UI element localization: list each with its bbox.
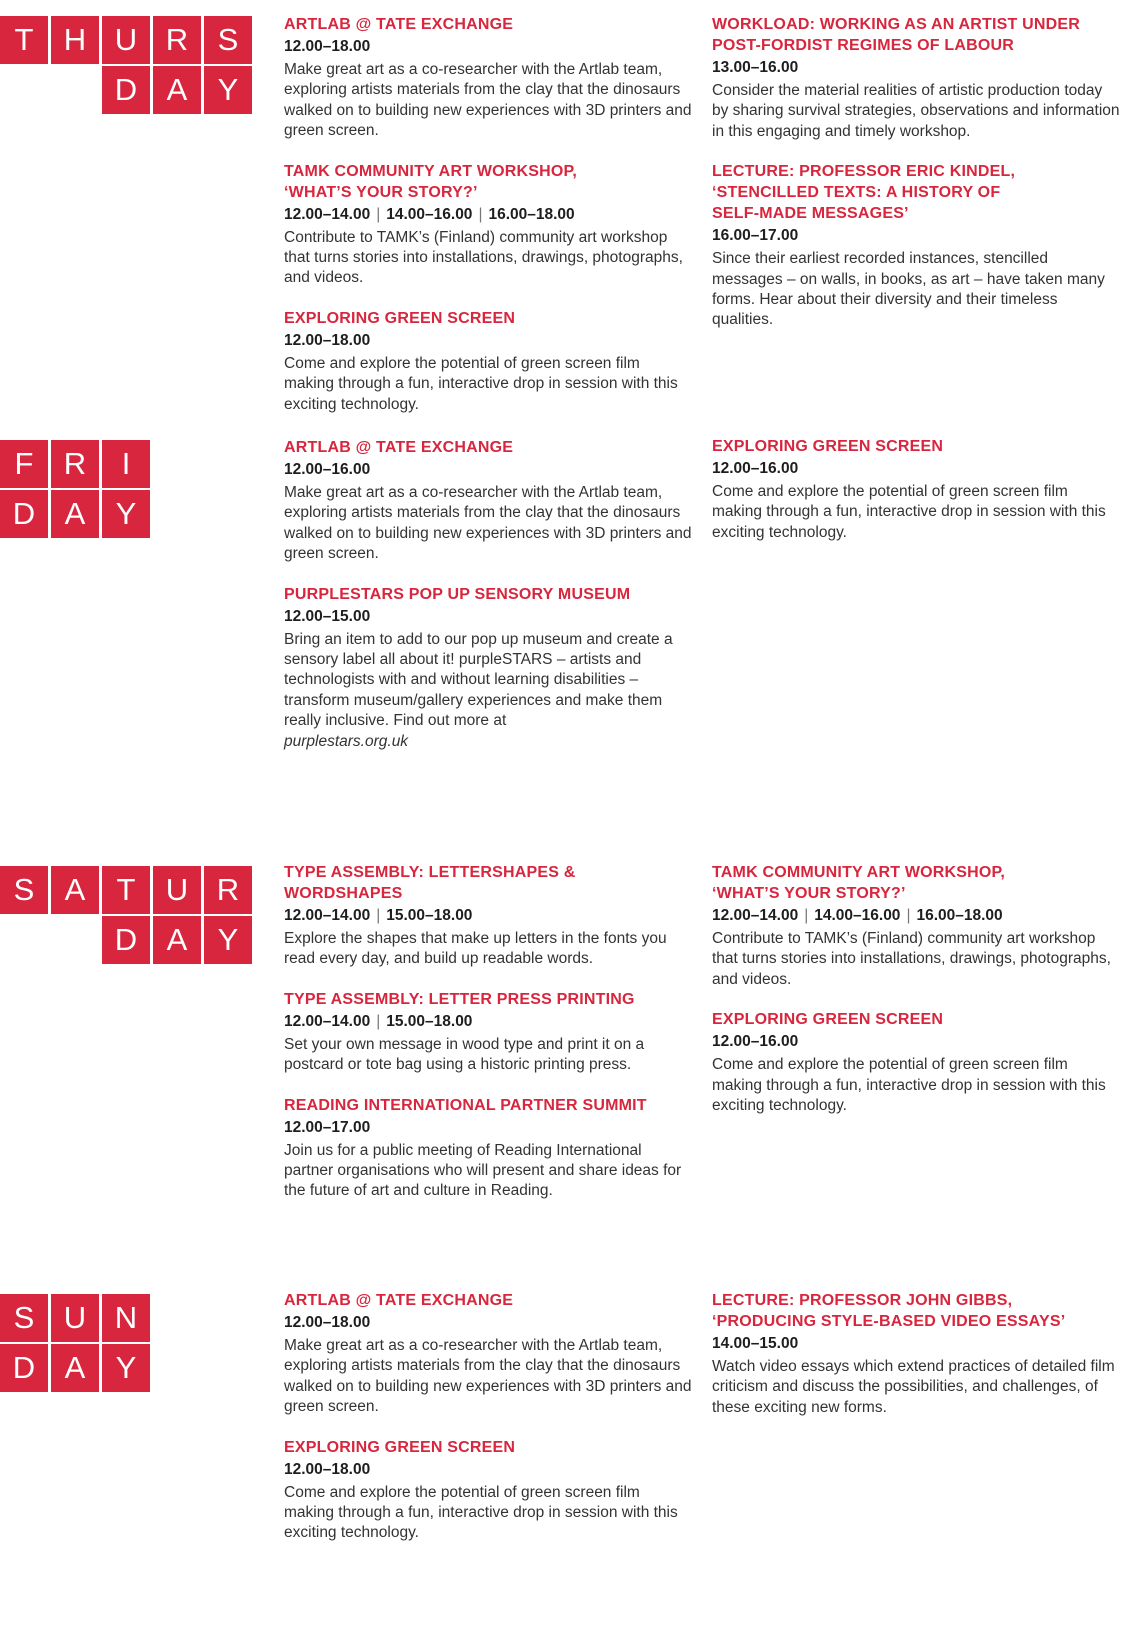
event-description	[284, 929, 694, 970]
day-letter-tile: U	[51, 1294, 99, 1342]
event-title	[284, 308, 694, 329]
event-title	[284, 1095, 694, 1116]
event-title-line: EXPLORING GREEN SCREEN	[284, 1438, 516, 1456]
time-slot: 12.00–14.00	[284, 1012, 371, 1030]
day-letter-tile: I	[102, 440, 150, 488]
day-letter-tile: Y	[204, 66, 252, 114]
event-description-text: Consider the material realities of artistic production today by sharing survival strategies, observations and information in this engaging and timely workshop.	[712, 82, 1120, 140]
event-title-line: LECTURE: PROFESSOR JOHN GIBBS,	[712, 1292, 1013, 1309]
day-letter-tile: A	[51, 1344, 99, 1392]
day-letter-tile: H	[51, 16, 99, 64]
event-time	[284, 36, 694, 57]
day-letter-tile: T	[102, 866, 150, 914]
day-letter-tile: D	[102, 66, 150, 114]
day-letter-tile: D	[0, 1344, 48, 1392]
event-description-text: Come and explore the potential of green screen film making through a fun, interactive drop in session with this exciting technology.	[284, 354, 678, 413]
event-title	[284, 437, 694, 458]
event-title-line: ‘STENCILLED TEXTS: A HISTORY OF	[712, 184, 1001, 202]
event-title-line: ‘WHAT’S YOUR STORY?’	[284, 183, 478, 201]
time-slot: 12.00–18.00	[284, 331, 371, 349]
events-right-column	[712, 1290, 1122, 1437]
event-description	[284, 354, 694, 415]
day-letter-tile: R	[153, 16, 201, 64]
event-title-line: TAMK COMMUNITY ART WORKSHOP,	[712, 864, 1005, 881]
event-description	[712, 482, 1122, 543]
event-description-text: Watch video essays which extend practices of detailed film criticism and discuss the possibilities, and challenges, of these exciting new forms.	[712, 1358, 1115, 1416]
time-slot: 16.00–17.00	[712, 227, 799, 245]
event-time	[284, 1117, 694, 1138]
event-title-line: TAMK COMMUNITY ART WORKSHOP,	[284, 162, 577, 180]
day-letter-tile: S	[0, 866, 48, 914]
event-item	[284, 161, 694, 289]
event-description	[284, 1035, 694, 1076]
events-left-column	[284, 1290, 694, 1563]
day-letter-tile: Y	[102, 490, 150, 538]
event-title	[712, 14, 1122, 56]
event-description	[712, 249, 1122, 331]
events-left-column	[284, 14, 694, 434]
time-slot: 14.00–15.00	[712, 1335, 799, 1352]
event-title-line: ‘PRODUCING STYLE-BASED VIDEO ESSAYS’	[712, 1313, 1066, 1330]
event-description	[284, 1141, 694, 1202]
event-description-text: Come and explore the potential of green screen film making through a fun, interactive drop in session with this exciting technology.	[712, 483, 1106, 541]
event-time	[712, 458, 1122, 479]
event-description	[284, 1336, 694, 1418]
day-letter-tile: N	[102, 1294, 150, 1342]
day-letter-tile: R	[51, 440, 99, 488]
event-item	[284, 584, 694, 752]
time-slot: 15.00–18.00	[386, 907, 473, 924]
event-title	[712, 1009, 1122, 1030]
event-item	[284, 1437, 694, 1544]
event-title-line: PURPLESTARS POP UP SENSORY MUSEUM	[284, 585, 631, 603]
event-description-text: Explore the shapes that make up letters in the fonts you read every day, and build up readable words.	[284, 930, 667, 968]
day-letter-tile: A	[153, 916, 201, 964]
time-slot: 12.00–18.00	[284, 1460, 371, 1478]
event-description-text: Come and explore the potential of green screen film making through a fun, interactive drop in session with this exciting technology.	[284, 1483, 678, 1542]
events-right-column	[712, 862, 1122, 1135]
event-description-text: Make great art as a co-researcher with the Artlab team, exploring artists materials from the clay that the dinosaurs walked on to building new experiences with 3D printers and green screen.	[284, 1337, 692, 1416]
event-title-line: ARTLAB @ TATE EXCHANGE	[284, 16, 514, 33]
event-item	[284, 437, 694, 565]
day-letter-tile: Y	[102, 1344, 150, 1392]
event-title	[284, 989, 694, 1010]
event-description	[284, 228, 694, 289]
event-title	[284, 1290, 694, 1311]
event-time	[284, 1011, 694, 1032]
event-item	[284, 1095, 694, 1202]
event-time	[712, 1031, 1122, 1052]
event-item	[284, 1290, 694, 1418]
event-time	[712, 1333, 1122, 1354]
day-letter-tile: D	[0, 490, 48, 538]
event-title-line: LECTURE: PROFESSOR ERIC KINDEL,	[712, 163, 1016, 181]
event-title	[284, 14, 694, 35]
event-time	[284, 606, 694, 627]
event-title-line: EXPLORING GREEN SCREEN	[712, 1011, 944, 1029]
event-description-text: Come and explore the potential of green screen film making through a fun, interactive drop in session with this exciting technology.	[712, 1056, 1106, 1115]
event-time	[284, 1459, 694, 1480]
event-title-line: EXPLORING GREEN SCREEN	[284, 309, 516, 327]
event-time	[284, 1312, 694, 1333]
event-time	[284, 459, 694, 480]
event-title	[712, 1290, 1122, 1332]
time-slot: 16.00–18.00	[916, 907, 1003, 924]
time-slot: 12.00–18.00	[284, 1314, 371, 1331]
time-slot: 14.00–16.00	[814, 907, 901, 924]
time-slot: 12.00–14.00	[284, 907, 371, 924]
event-item	[712, 161, 1122, 331]
event-time	[712, 225, 1122, 246]
event-title	[284, 862, 694, 904]
event-title	[284, 161, 694, 203]
event-description	[712, 1357, 1122, 1418]
event-item	[284, 862, 694, 970]
time-separator: |	[804, 907, 809, 924]
events-right-column	[712, 14, 1122, 350]
day-letter-tile: A	[51, 866, 99, 914]
event-link[interactable]: purplestars.org.uk	[284, 732, 409, 750]
time-slot: 12.00–16.00	[284, 461, 371, 478]
day-letter-tile: F	[0, 440, 48, 488]
event-description-text: Bring an item to add to our pop up museum and create a sensory label all about it! purpleSTARS – artists and technologists with and without learning disabilities – transform museum/gallery experiences and make them really inclusive. Find out more at	[284, 630, 673, 730]
event-item	[712, 14, 1122, 142]
time-slot: 12.00–16.00	[712, 1033, 799, 1051]
time-slot: 12.00–16.00	[712, 460, 799, 477]
event-description-text: Make great art as a co-researcher with the Artlab team, exploring artists materials from the clay that the dinosaurs walked on to building new experiences with 3D printers and green screen.	[284, 484, 692, 563]
day-letter-tile: A	[51, 490, 99, 538]
event-description-text: Join us for a public meeting of Reading International partner organisations who will present and share ideas for the future of art and culture in Reading.	[284, 1141, 682, 1200]
event-description	[284, 1483, 694, 1544]
event-description	[712, 81, 1122, 142]
time-slot: 13.00–16.00	[712, 59, 799, 76]
event-description-text: Contribute to TAMK’s (Finland) community art workshop that turns stories into installations, drawings, photographs, and videos.	[712, 930, 1111, 988]
event-item	[284, 989, 694, 1076]
time-separator: |	[478, 205, 483, 223]
time-slot: 12.00–14.00	[712, 907, 799, 924]
event-description-text: Set your own message in wood type and print it on a postcard or tote bag using a historic printing press.	[284, 1035, 645, 1074]
event-title	[712, 436, 1122, 457]
event-title-line: READING INTERNATIONAL PARTNER SUMMIT	[284, 1096, 647, 1114]
event-time	[712, 905, 1122, 926]
event-title	[712, 862, 1122, 904]
event-item	[284, 308, 694, 415]
time-slot: 14.00–16.00	[386, 205, 473, 223]
event-title	[712, 161, 1122, 224]
day-letter-tile: U	[102, 16, 150, 64]
event-title-line: ‘WHAT’S YOUR STORY?’	[712, 885, 906, 902]
event-title-line: TYPE ASSEMBLY: LETTERSHAPES & WORDSHAPES	[284, 864, 576, 902]
event-title-line: SELF-MADE MESSAGES’	[712, 205, 909, 223]
event-title-line: POST-FORDIST REGIMES OF LABOUR	[712, 37, 1015, 54]
time-separator: |	[376, 205, 381, 223]
event-item	[712, 1290, 1122, 1418]
events-left-column	[284, 437, 694, 771]
event-description	[284, 630, 694, 752]
day-letter-tile: S	[0, 1294, 48, 1342]
event-item	[712, 436, 1122, 543]
time-separator: |	[376, 1012, 381, 1030]
event-title-line: ARTLAB @ TATE EXCHANGE	[284, 1292, 514, 1309]
day-letter-tile: R	[204, 866, 252, 914]
event-title	[284, 1437, 694, 1458]
time-slot: 12.00–17.00	[284, 1118, 371, 1136]
events-left-column	[284, 862, 694, 1221]
event-description-text: Contribute to TAMK’s (Finland) community art workshop that turns stories into installations, drawings, photographs, and videos.	[284, 228, 683, 287]
time-slot: 12.00–15.00	[284, 607, 371, 625]
event-description-text: Since their earliest recorded instances, stencilled messages – on walls, in books, as art – have taken many forms. Hear about their diversity and their timeless qualities.	[712, 250, 1105, 329]
time-separator: |	[376, 907, 381, 924]
time-slot: 12.00–14.00	[284, 205, 371, 223]
event-item	[712, 862, 1122, 990]
event-time	[284, 330, 694, 351]
event-title-line: WORKLOAD: WORKING AS AN ARTIST UNDER	[712, 16, 1081, 33]
event-title	[284, 584, 694, 605]
time-separator: |	[906, 907, 911, 924]
event-description	[712, 929, 1122, 990]
event-description	[284, 483, 694, 565]
event-description	[284, 60, 694, 142]
event-title-line: EXPLORING GREEN SCREEN	[712, 438, 944, 455]
event-item	[284, 14, 694, 142]
event-title-line: ARTLAB @ TATE EXCHANGE	[284, 439, 514, 456]
event-title-line: TYPE ASSEMBLY: LETTER PRESS PRINTING	[284, 990, 635, 1008]
day-letter-tile: S	[204, 16, 252, 64]
time-slot: 15.00–18.00	[386, 1012, 473, 1030]
events-right-column	[712, 436, 1122, 562]
event-description	[712, 1055, 1122, 1116]
time-slot: 16.00–18.00	[488, 205, 575, 223]
day-letter-tile: U	[153, 866, 201, 914]
event-time	[712, 57, 1122, 78]
day-letter-tile: A	[153, 66, 201, 114]
day-letter-tile: D	[102, 916, 150, 964]
event-time	[284, 905, 694, 926]
event-item	[712, 1009, 1122, 1116]
day-letter-tile: T	[0, 16, 48, 64]
event-description-text: Make great art as a co-researcher with the Artlab team, exploring artists materials from the clay that the dinosaurs walked on to building new experiences with 3D printers and green screen.	[284, 61, 692, 140]
day-letter-tile: Y	[204, 916, 252, 964]
time-slot: 12.00–18.00	[284, 38, 371, 55]
event-time	[284, 204, 694, 225]
